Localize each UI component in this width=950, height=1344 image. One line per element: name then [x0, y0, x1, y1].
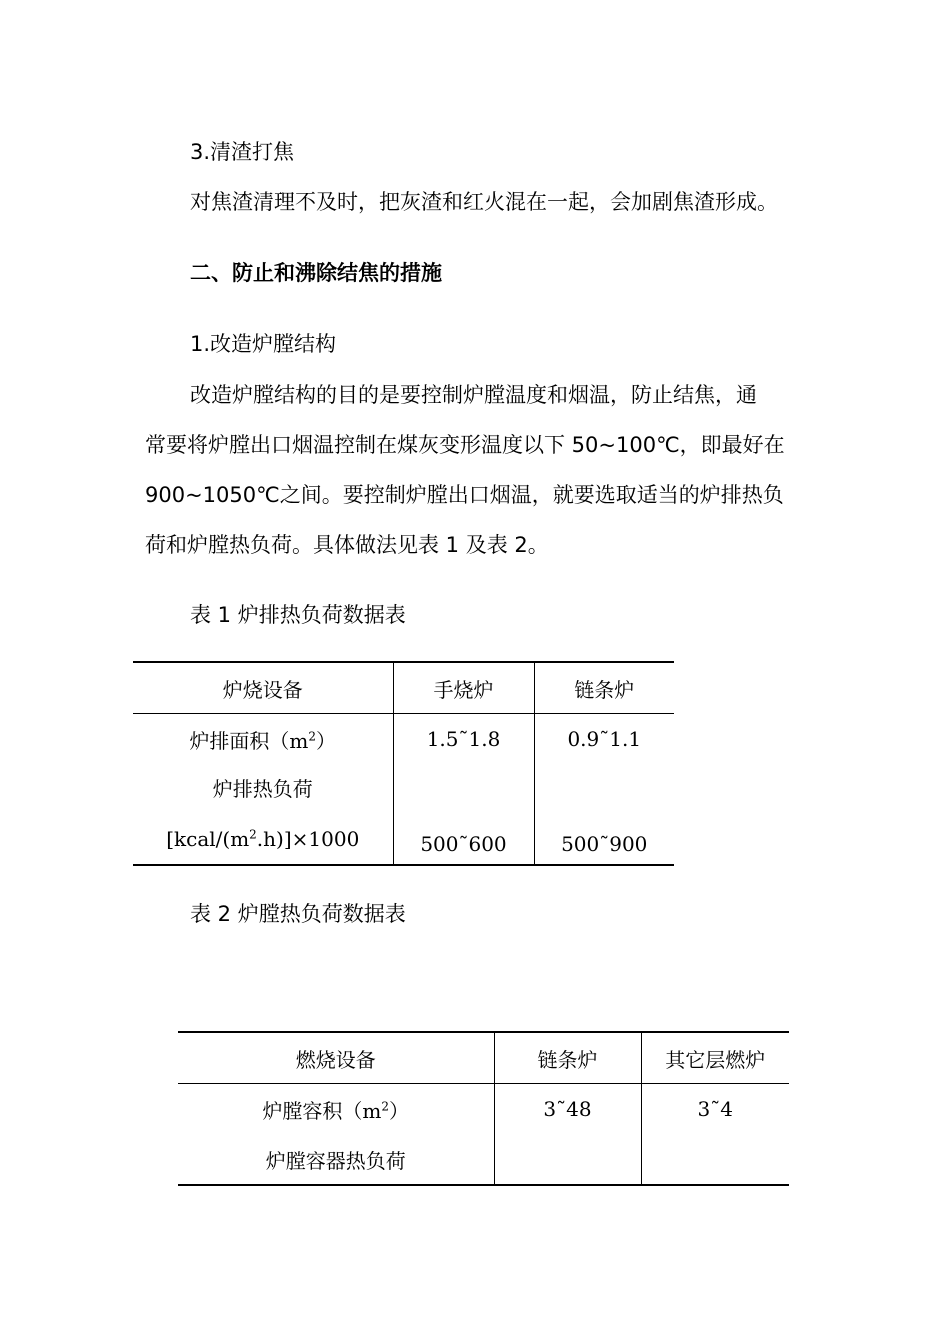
table-1-row-2-hand-fired: 500˜600	[393, 764, 534, 865]
table-2-header-row	[178, 1032, 789, 1084]
table-1	[133, 661, 674, 866]
table-1-row-area	[133, 714, 674, 765]
table-2-row-2-chain-grate	[494, 1134, 641, 1185]
subsection-1-heading: 1.改造炉膛结构	[190, 332, 337, 356]
table-2	[178, 1031, 789, 1186]
table-1-row-1-label: 炉排面积$(m^2)$	[189, 728, 337, 753]
table-1-caption: 表 1 炉排热负荷数据表	[190, 603, 406, 627]
table-2-row-heat-load	[178, 1134, 789, 1185]
table-1-row-2-label: 炉排热负荷 $[kcal/(m^2.h)]\times 1000$	[133, 764, 393, 865]
section-3-heading: 3.清渣打焦	[190, 140, 295, 164]
table-1-row-1-chain-grate: 0.9˜1.1	[534, 714, 674, 765]
table-1-header-equipment: 炉烧设备	[133, 662, 393, 714]
table-1-header-hand-fired: 手烧炉	[393, 662, 534, 714]
section-3-body: 对焦渣清理不及时，把灰渣和红火混在一起，会加剧焦渣形成。	[190, 190, 778, 214]
table-2-header-equipment: 燃烧设备	[178, 1032, 494, 1084]
table-1-row-1-hand-fired: 1.5˜1.8	[393, 714, 534, 765]
table-2-row-1-chain-grate: 3˜48	[494, 1084, 641, 1135]
paragraph-line-1: 改造炉膛结构的目的是要控制炉膛温度和烟温，防止结焦，通	[190, 383, 757, 407]
table-2-row-1-other-stoker: 3˜4	[641, 1084, 789, 1135]
table-2-header-other-stoker: 其它层燃炉	[641, 1032, 789, 1084]
paragraph-line-4: 荷和炉膛热负荷。具体做法见表 1 及表 2。	[145, 533, 549, 557]
table-2-row-2-other-stoker	[641, 1134, 789, 1185]
table-2-caption: 表 2 炉膛热负荷数据表	[190, 902, 406, 926]
table-1-row-heat-load	[133, 764, 674, 865]
table-1-header-chain-grate: 链条炉	[534, 662, 674, 714]
table-1-row-2-chain-grate: 500˜900	[534, 764, 674, 865]
table-2-row-1-label: 炉膛容积$(m^2)$	[262, 1098, 410, 1123]
part-2-heading: 二、防止和沸除结焦的措施	[190, 261, 442, 285]
table-2-row-2-label: 炉膛容器热负荷	[178, 1134, 494, 1185]
paragraph-line-2: 常要将炉膛出口烟温控制在煤灰变形温度以下 50~100℃，即最好在	[145, 433, 785, 457]
paragraph-line-3: 900~1050℃之间。要控制炉膛出口烟温，就要选取适当的炉排热负	[145, 483, 784, 507]
table-2-row-volume	[178, 1084, 789, 1135]
table-2-header-chain-grate: 链条炉	[494, 1032, 641, 1084]
table-1-header-row	[133, 662, 674, 714]
